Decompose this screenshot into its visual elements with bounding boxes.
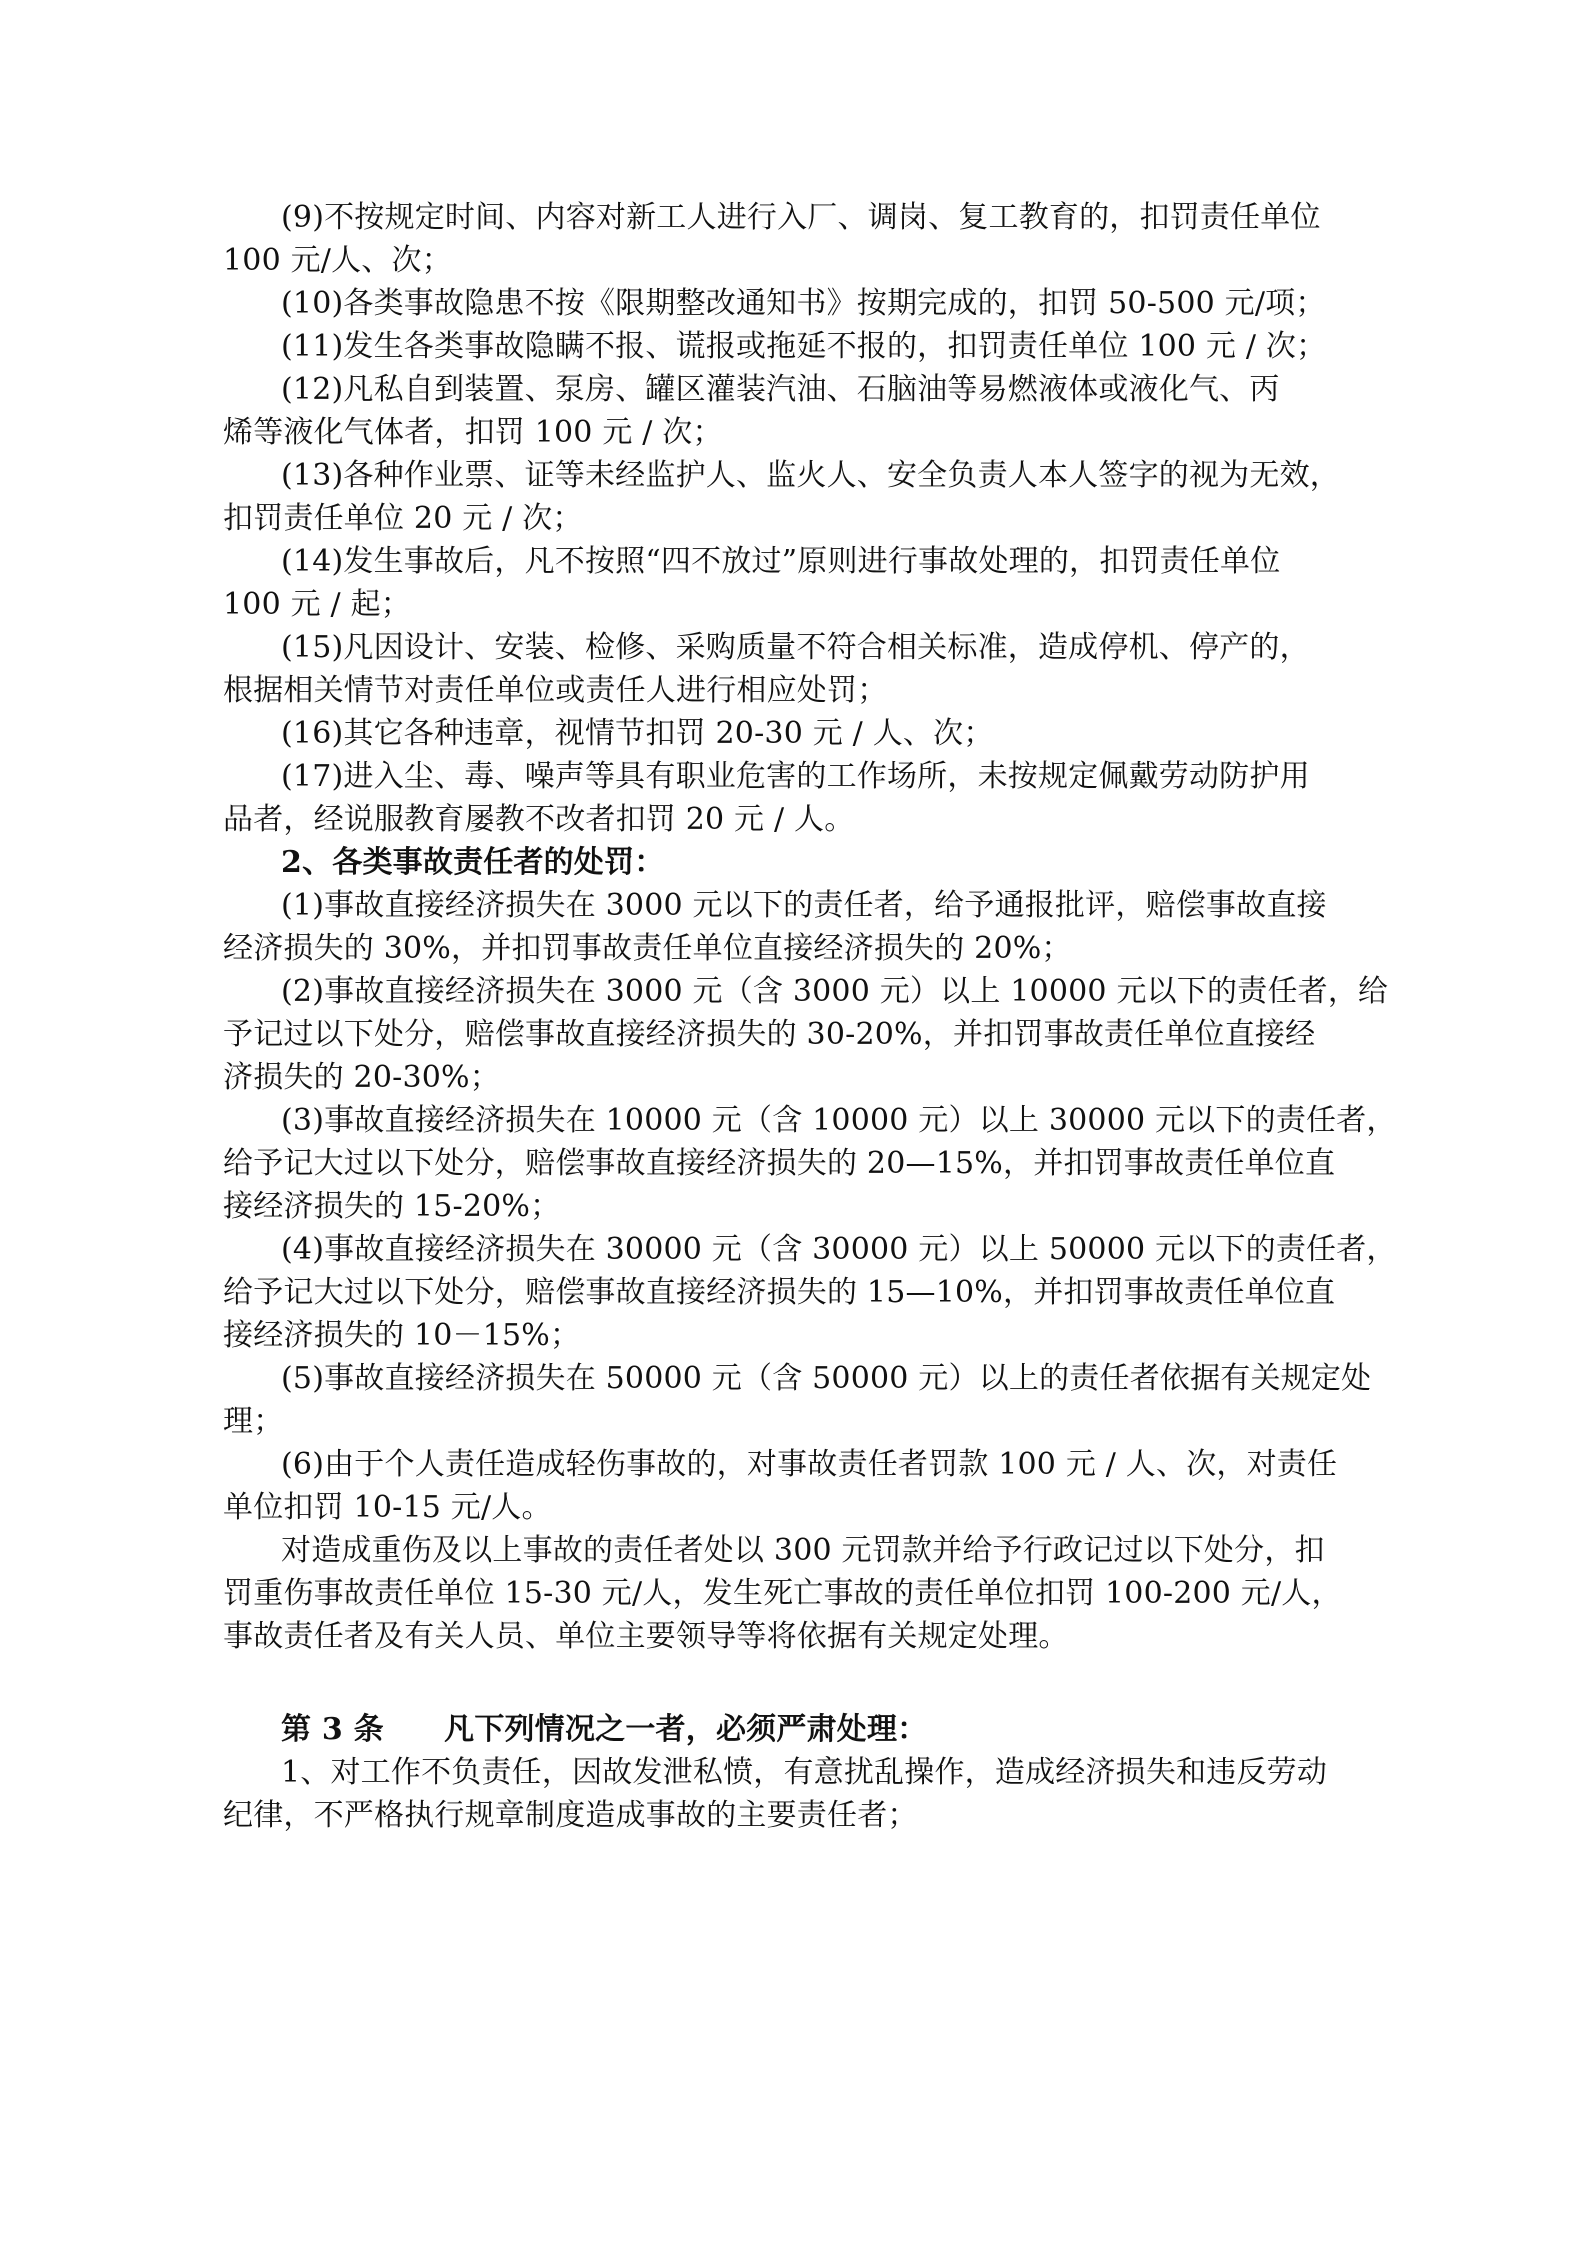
paragraph-line: 给予记大过以下处分，赔偿事故直接经济损失的 15—10%，并扣罚事故责任单位直 (223, 1275, 1336, 1310)
article-heading: 第 3 条 凡下列情况之一者，必须严肃处理： (281, 1712, 928, 1747)
paragraph-line: 接经济损失的 15-20%； (223, 1189, 561, 1224)
paragraph-line: (14)发生事故后，凡不按照“四不放过”原则进行事故处理的，扣罚责任单位 (281, 544, 1281, 579)
paragraph-line: (12)凡私自到装置、泵房、罐区灌装汽油、石脑油等易燃液体或液化气、丙 (281, 372, 1280, 407)
paragraph-line: 接经济损失的 10－15%； (223, 1318, 581, 1353)
paragraph-line: (10)各类事故隐患不按《限期整改通知书》按期完成的，扣罚 50-500 元/项； (281, 286, 1326, 321)
paragraph-line: 予记过以下处分，赔偿事故直接经济损失的 30-20%，并扣罚事故责任单位直接经 (223, 1017, 1316, 1052)
paragraph-line: 品者，经说服教育屡教不改者扣罚 20 元 / 人。 (223, 802, 855, 837)
paragraph-line: 罚重伤事故责任单位 15-30 元/人，发生死亡事故的责任单位扣罚 100-200 元/人， (223, 1576, 1342, 1611)
paragraph-line: (9)不按规定时间、内容对新工人进行入厂、调岗、复工教育的，扣罚责任单位 (281, 200, 1321, 235)
paragraph-line: 给予记大过以下处分，赔偿事故直接经济损失的 20—15%，并扣罚事故责任单位直 (223, 1146, 1336, 1181)
paragraph-line: 理； (223, 1404, 284, 1439)
paragraph-line: (4)事故直接经济损失在 30000 元（含 30000 元）以上 50000 元以下的责任者， (281, 1232, 1397, 1267)
paragraph-line: 100 元/人、次； (223, 243, 452, 278)
section-heading: 2、各类事故责任者的处罚： (281, 845, 665, 880)
paragraph-line: (2)事故直接经济损失在 3000 元（含 3000 元）以上 10000 元以下的责任者，给 (281, 974, 1389, 1009)
paragraph-line: 扣罚责任单位 20 元 / 次； (223, 501, 583, 536)
paragraph-line: (16)其它各种违章，视情节扣罚 20-30 元 / 人、次； (281, 716, 994, 751)
paragraph-line: 济损失的 20-30%； (223, 1060, 500, 1095)
paragraph-line: 1、对工作不负责任，因故发泄私愤，有意扰乱操作，造成经济损失和违反劳动 (281, 1755, 1328, 1790)
paragraph-line: (13)各种作业票、证等未经监护人、监火人、安全负责人本人签字的视为无效， (281, 458, 1340, 493)
paragraph-line: 100 元 / 起； (223, 587, 411, 622)
paragraph-line: (17)进入尘、毒、噪声等具有职业危害的工作场所，未按规定佩戴劳动防护用 (281, 759, 1310, 794)
paragraph-line: 纪律，不严格执行规章制度造成事故的主要责任者； (223, 1798, 918, 1833)
paragraph-line: (15)凡因设计、安装、检修、采购质量不符合相关标准，造成停机、停产的， (281, 630, 1310, 665)
paragraph-line: 事故责任者及有关人员、单位主要领导等将依据有关规定处理。 (223, 1619, 1069, 1654)
paragraph-line: 对造成重伤及以上事故的责任者处以 300 元罚款并给予行政记过以下处分，扣 (281, 1533, 1325, 1568)
section-gap (223, 1658, 1383, 1708)
paragraph-line: 烯等液化气体者，扣罚 100 元 / 次； (223, 415, 723, 450)
paragraph-line: 根据相关情节对责任单位或责任人进行相应处罚； (223, 673, 888, 708)
paragraph-line: 单位扣罚 10-15 元/人。 (223, 1490, 552, 1525)
paragraph-line: (1)事故直接经济损失在 3000 元以下的责任者，给予通报批评，赔偿事故直接 (281, 888, 1327, 923)
paragraph-line: (6)由于个人责任造成轻伤事故的，对事故责任者罚款 100 元 / 人、次，对责任 (281, 1447, 1338, 1482)
paragraph-line: (5)事故直接经济损失在 50000 元（含 50000 元）以上的责任者依据有关规定处 (281, 1361, 1372, 1396)
paragraph-line: (3)事故直接经济损失在 10000 元（含 10000 元）以上 30000 元以下的责任者， (281, 1103, 1397, 1138)
document-page (223, 196, 1397, 1837)
paragraph-line: 经济损失的 30%，并扣罚事故责任单位直接经济损失的 20%； (223, 931, 1072, 966)
paragraph-line: (11)发生各类事故隐瞒不报、谎报或拖延不报的，扣罚责任单位 100 元 / 次； (281, 329, 1327, 364)
